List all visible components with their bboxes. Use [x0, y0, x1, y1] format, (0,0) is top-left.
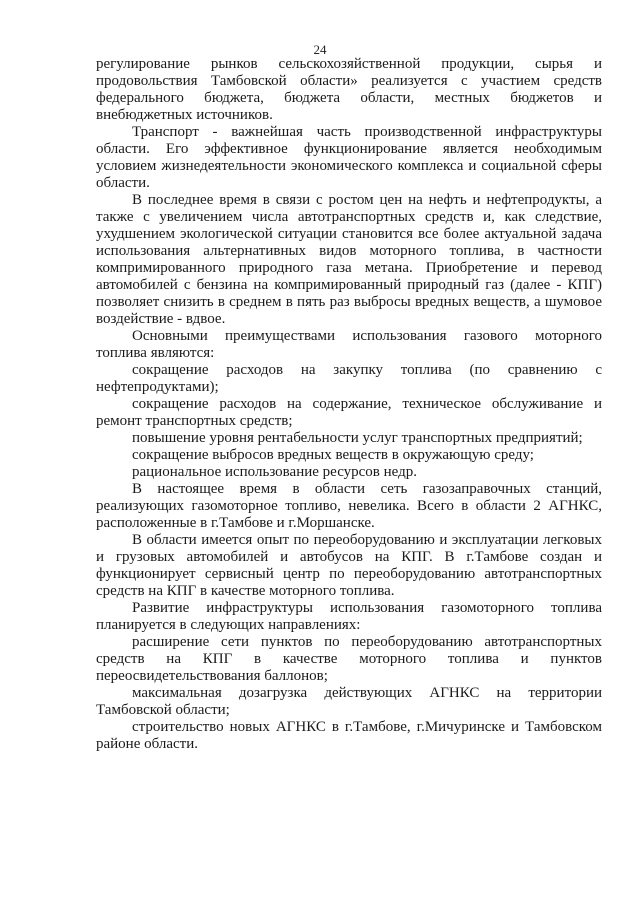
paragraph: Основными преимуществами использования газового моторного топлива являются:: [96, 328, 602, 361]
list-item: сокращение расходов на закупку топлива (по сравнению с нефтепродуктами);: [96, 362, 602, 395]
list-item: расширение сети пунктов по переоборудованию автотранспортных средств на КПГ в качестве моторного топлива и пунктов переосвидетельствования баллонов;: [96, 634, 602, 684]
paragraph: Транспорт - важнейшая часть производственной инфраструктуры области. Его эффективное функционирование является необходимым условием жизнедеятельности экономического комплекса и социальной сферы области.: [96, 124, 602, 191]
list-item: повышение уровня рентабельности услуг транспортных предприятий;: [132, 430, 583, 446]
paragraph: регулирование рынков сельскохозяйственной продукции, сырья и продовольствия Тамбовской области» реализуется с участием средств федерального бюджета, бюджета области, местных бюджетов и внебюджетных источников.: [96, 56, 602, 123]
list-item: рациональное использование ресурсов недр.: [132, 464, 418, 480]
list-item: максимальная дозагрузка действующих АГНКС на территории Тамбовской области;: [96, 685, 602, 718]
list-item: сокращение расходов на содержание, техническое обслуживание и ремонт транспортных средств;: [96, 396, 602, 429]
paragraph: В области имеется опыт по переоборудованию и эксплуатации легковых и грузовых автомобилей и автобусов на КПГ. В г.Тамбове создан и функционирует сервисный центр по переоборудованию автотранспортных средств на КПГ в качестве моторного топлива.: [96, 532, 602, 599]
paragraph: В последнее время в связи с ростом цен на нефть и нефтепродукты, а также с увеличением числа автотранспортных средств и, как следствие, ухудшением экологической ситуации становится все более актуальной задача использования альтернативных видов моторного топлива, в частности компримированного природного газа метана. Приобретение и перевод автомобилей с бензина на компримированный природный газ (далее - КПГ) позволяет снизить в среднем в пять раз выбросы вредных веществ, а шумовое воздействие - вдвое.: [96, 192, 602, 327]
page-number: 24: [313, 42, 327, 57]
list-item: сокращение выбросов вредных веществ в окружающую среду;: [132, 447, 534, 463]
body-text: [96, 56, 602, 753]
paragraph: Развитие инфраструктуры использования газомоторного топлива планируется в следующих направлениях:: [96, 600, 602, 633]
paragraph: В настоящее время в области сеть газозаправочных станций, реализующих газомоторное топливо, невелика. Всего в области 2 АГНКС, расположенные в г.Тамбове и г.Моршанске.: [96, 481, 602, 531]
list-item: строительство новых АГНКС в г.Тамбове, г.Мичуринске и Тамбовском районе области.: [96, 719, 602, 752]
